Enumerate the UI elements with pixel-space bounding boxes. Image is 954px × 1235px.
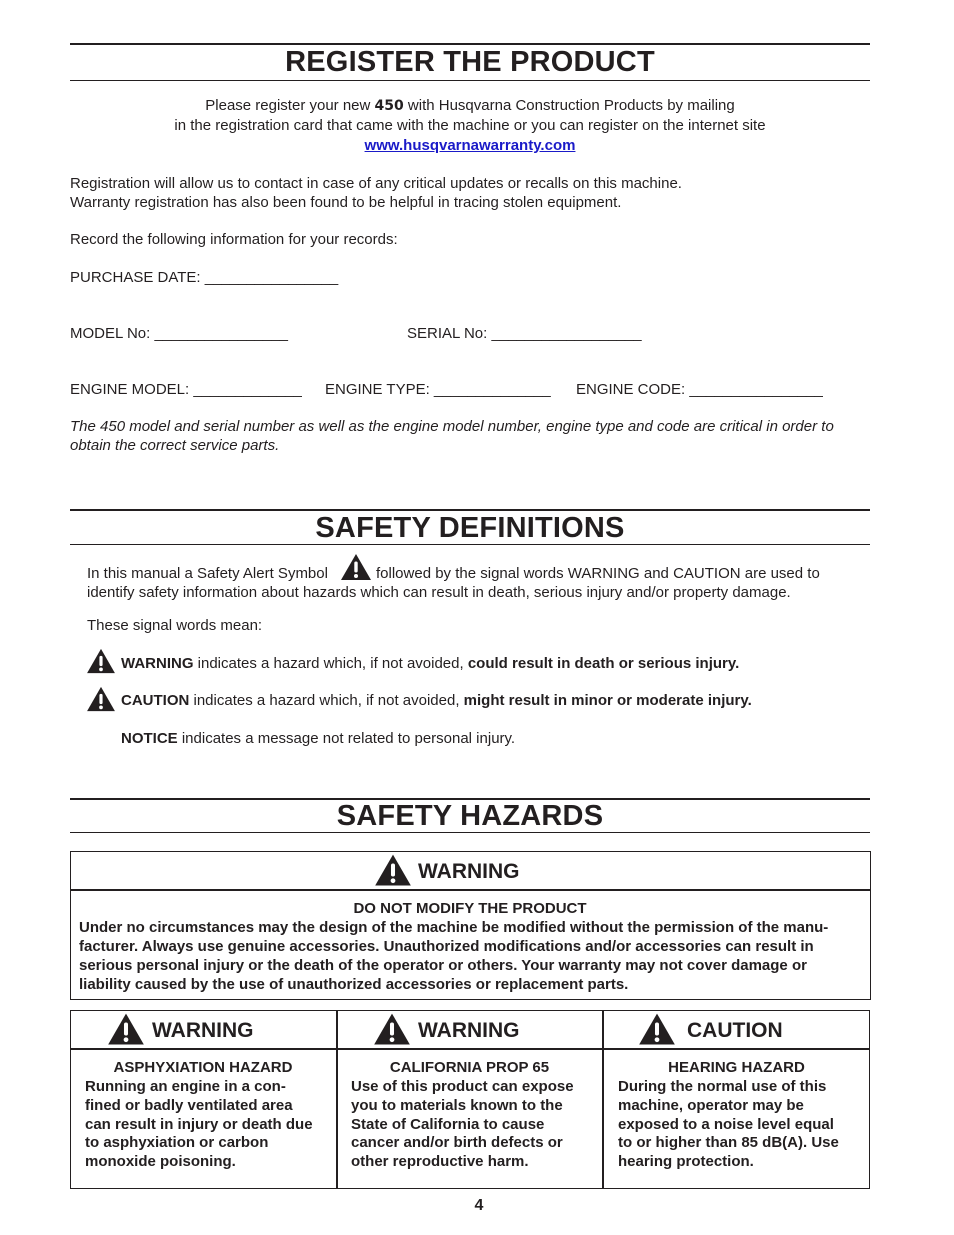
safety-definitions-title: SAFETY DEFINITIONS xyxy=(315,512,625,544)
caution-alert-icon xyxy=(638,1012,676,1046)
caution-definition: CAUTION indicates a hazard which, if not avoided, might result in minor or moderate injury. xyxy=(121,692,752,709)
box3-line: machine, operator may be xyxy=(618,1097,804,1114)
main-box-line: facturer. Always use genuine accessories. Unauthorized modifications and/or accessories can result in xyxy=(79,938,814,955)
register-note-line1: The 450 model and serial number as well as the engine model number, engine type and code are critical in order to xyxy=(70,418,834,435)
notice-definition: NOTICE indicates a message not related to personal injury. xyxy=(121,730,516,747)
engine-code-field: ENGINE CODE: ________________ xyxy=(576,381,823,398)
engine-type-field: ENGINE TYPE: ______________ xyxy=(325,381,551,398)
main-box-signal-word: WARNING xyxy=(418,860,520,883)
box1-line: can result in injury or death due xyxy=(85,1116,313,1133)
register-para-line2: Warranty registration has also been found to be helpful in tracing stolen equipment. xyxy=(70,194,622,211)
box3-signal-word: CAUTION xyxy=(687,1019,783,1042)
box2-line: other reproductive harm. xyxy=(351,1153,529,1170)
box3-title: HEARING HAZARD xyxy=(668,1059,805,1076)
box1-line: to asphyxiation or carbon xyxy=(85,1134,269,1151)
warning-alert-icon xyxy=(86,648,116,674)
box1-signal-word: WARNING xyxy=(152,1019,254,1042)
serial-no-field: SERIAL No: __________________ xyxy=(407,325,642,342)
page-number: 4 xyxy=(474,1197,484,1214)
model-number: 450 xyxy=(374,98,404,114)
definitions-intro-line2: identify safety information about hazards which can result in death, serious injury and/or property damage. xyxy=(87,584,791,601)
register-note-line2: obtain the correct service parts. xyxy=(70,437,280,454)
warning-alert-icon xyxy=(373,1012,411,1046)
engine-model-field: ENGINE MODEL: _____________ xyxy=(70,381,302,398)
register-title: REGISTER THE PRODUCT xyxy=(285,46,655,78)
main-box-line: Under no circumstances may the design of the machine be modified without the permission of the manu- xyxy=(79,919,829,936)
register-intro-line1: Please register your new 450 with Husqvarna Construction Products by mailing xyxy=(205,97,735,114)
box1-line: Running an engine in a con- xyxy=(85,1078,286,1095)
website-link-row xyxy=(70,136,870,155)
box2-line: State of California to cause xyxy=(351,1116,545,1133)
box2-signal-word: WARNING xyxy=(418,1019,520,1042)
register-para-line1: Registration will allow us to contact in case of any critical updates or recalls on this machine. xyxy=(70,175,682,192)
column-divider xyxy=(336,1011,338,1188)
warning-alert-icon xyxy=(374,853,412,887)
warning-alert-icon xyxy=(107,1012,145,1046)
section-bottom-rule xyxy=(70,832,870,833)
record-prompt: Record the following information for your records: xyxy=(70,231,398,248)
main-box-title: DO NOT MODIFY THE PRODUCT xyxy=(353,900,587,917)
box2-line: you to materials known to the xyxy=(351,1097,563,1114)
caution-alert-icon xyxy=(86,686,116,712)
definitions-intro-pre: In this manual a Safety Alert Symbol xyxy=(87,565,328,582)
box1-title: ASPHYXIATION HAZARD xyxy=(113,1059,293,1076)
box-header-divider xyxy=(71,889,870,891)
purchase-date-field: PURCHASE DATE: ________________ xyxy=(70,269,339,286)
box3-line: exposed to a noise level equal xyxy=(618,1116,834,1133)
safety-hazards-title: SAFETY HAZARDS xyxy=(336,800,604,832)
main-box-line: serious personal injury or the death of the operator or others. Your warranty may not cover damage or xyxy=(79,957,807,974)
box2-line: Use of this product can expose xyxy=(351,1078,574,1095)
signal-words-intro: These signal words mean: xyxy=(87,617,263,634)
box2-line: cancer and/or birth defects or xyxy=(351,1134,563,1151)
box3-line: During the normal use of this xyxy=(618,1078,827,1095)
definitions-intro-post: followed by the signal words WARNING and CAUTION are used to xyxy=(376,565,820,582)
model-no-field: MODEL No: ________________ xyxy=(70,325,288,342)
column-divider xyxy=(602,1011,604,1188)
register-intro-line2: in the registration card that came with the machine or you can register on the internet site xyxy=(174,117,766,134)
box1-line: fined or badly ventilated area xyxy=(85,1097,293,1114)
main-box-line: liability caused by the use of unauthorized accessories or replacement parts. xyxy=(79,976,629,993)
section-bottom-rule xyxy=(70,544,870,545)
box2-title: CALIFORNIA PROP 65 xyxy=(389,1059,550,1076)
box-header-divider xyxy=(71,1048,869,1050)
box1-line: monoxide poisoning. xyxy=(85,1153,236,1170)
warning-definition: WARNING indicates a hazard which, if not avoided, could result in death or serious injury. xyxy=(121,655,740,672)
website-link[interactable]: www.husqvarnawarranty.com xyxy=(364,137,576,154)
safety-alert-triangle-icon xyxy=(340,553,372,581)
box3-line: to or higher than 85 dB(A). Use xyxy=(618,1134,839,1151)
box3-line: hearing protection. xyxy=(618,1153,754,1170)
section-bottom-rule xyxy=(70,80,870,81)
